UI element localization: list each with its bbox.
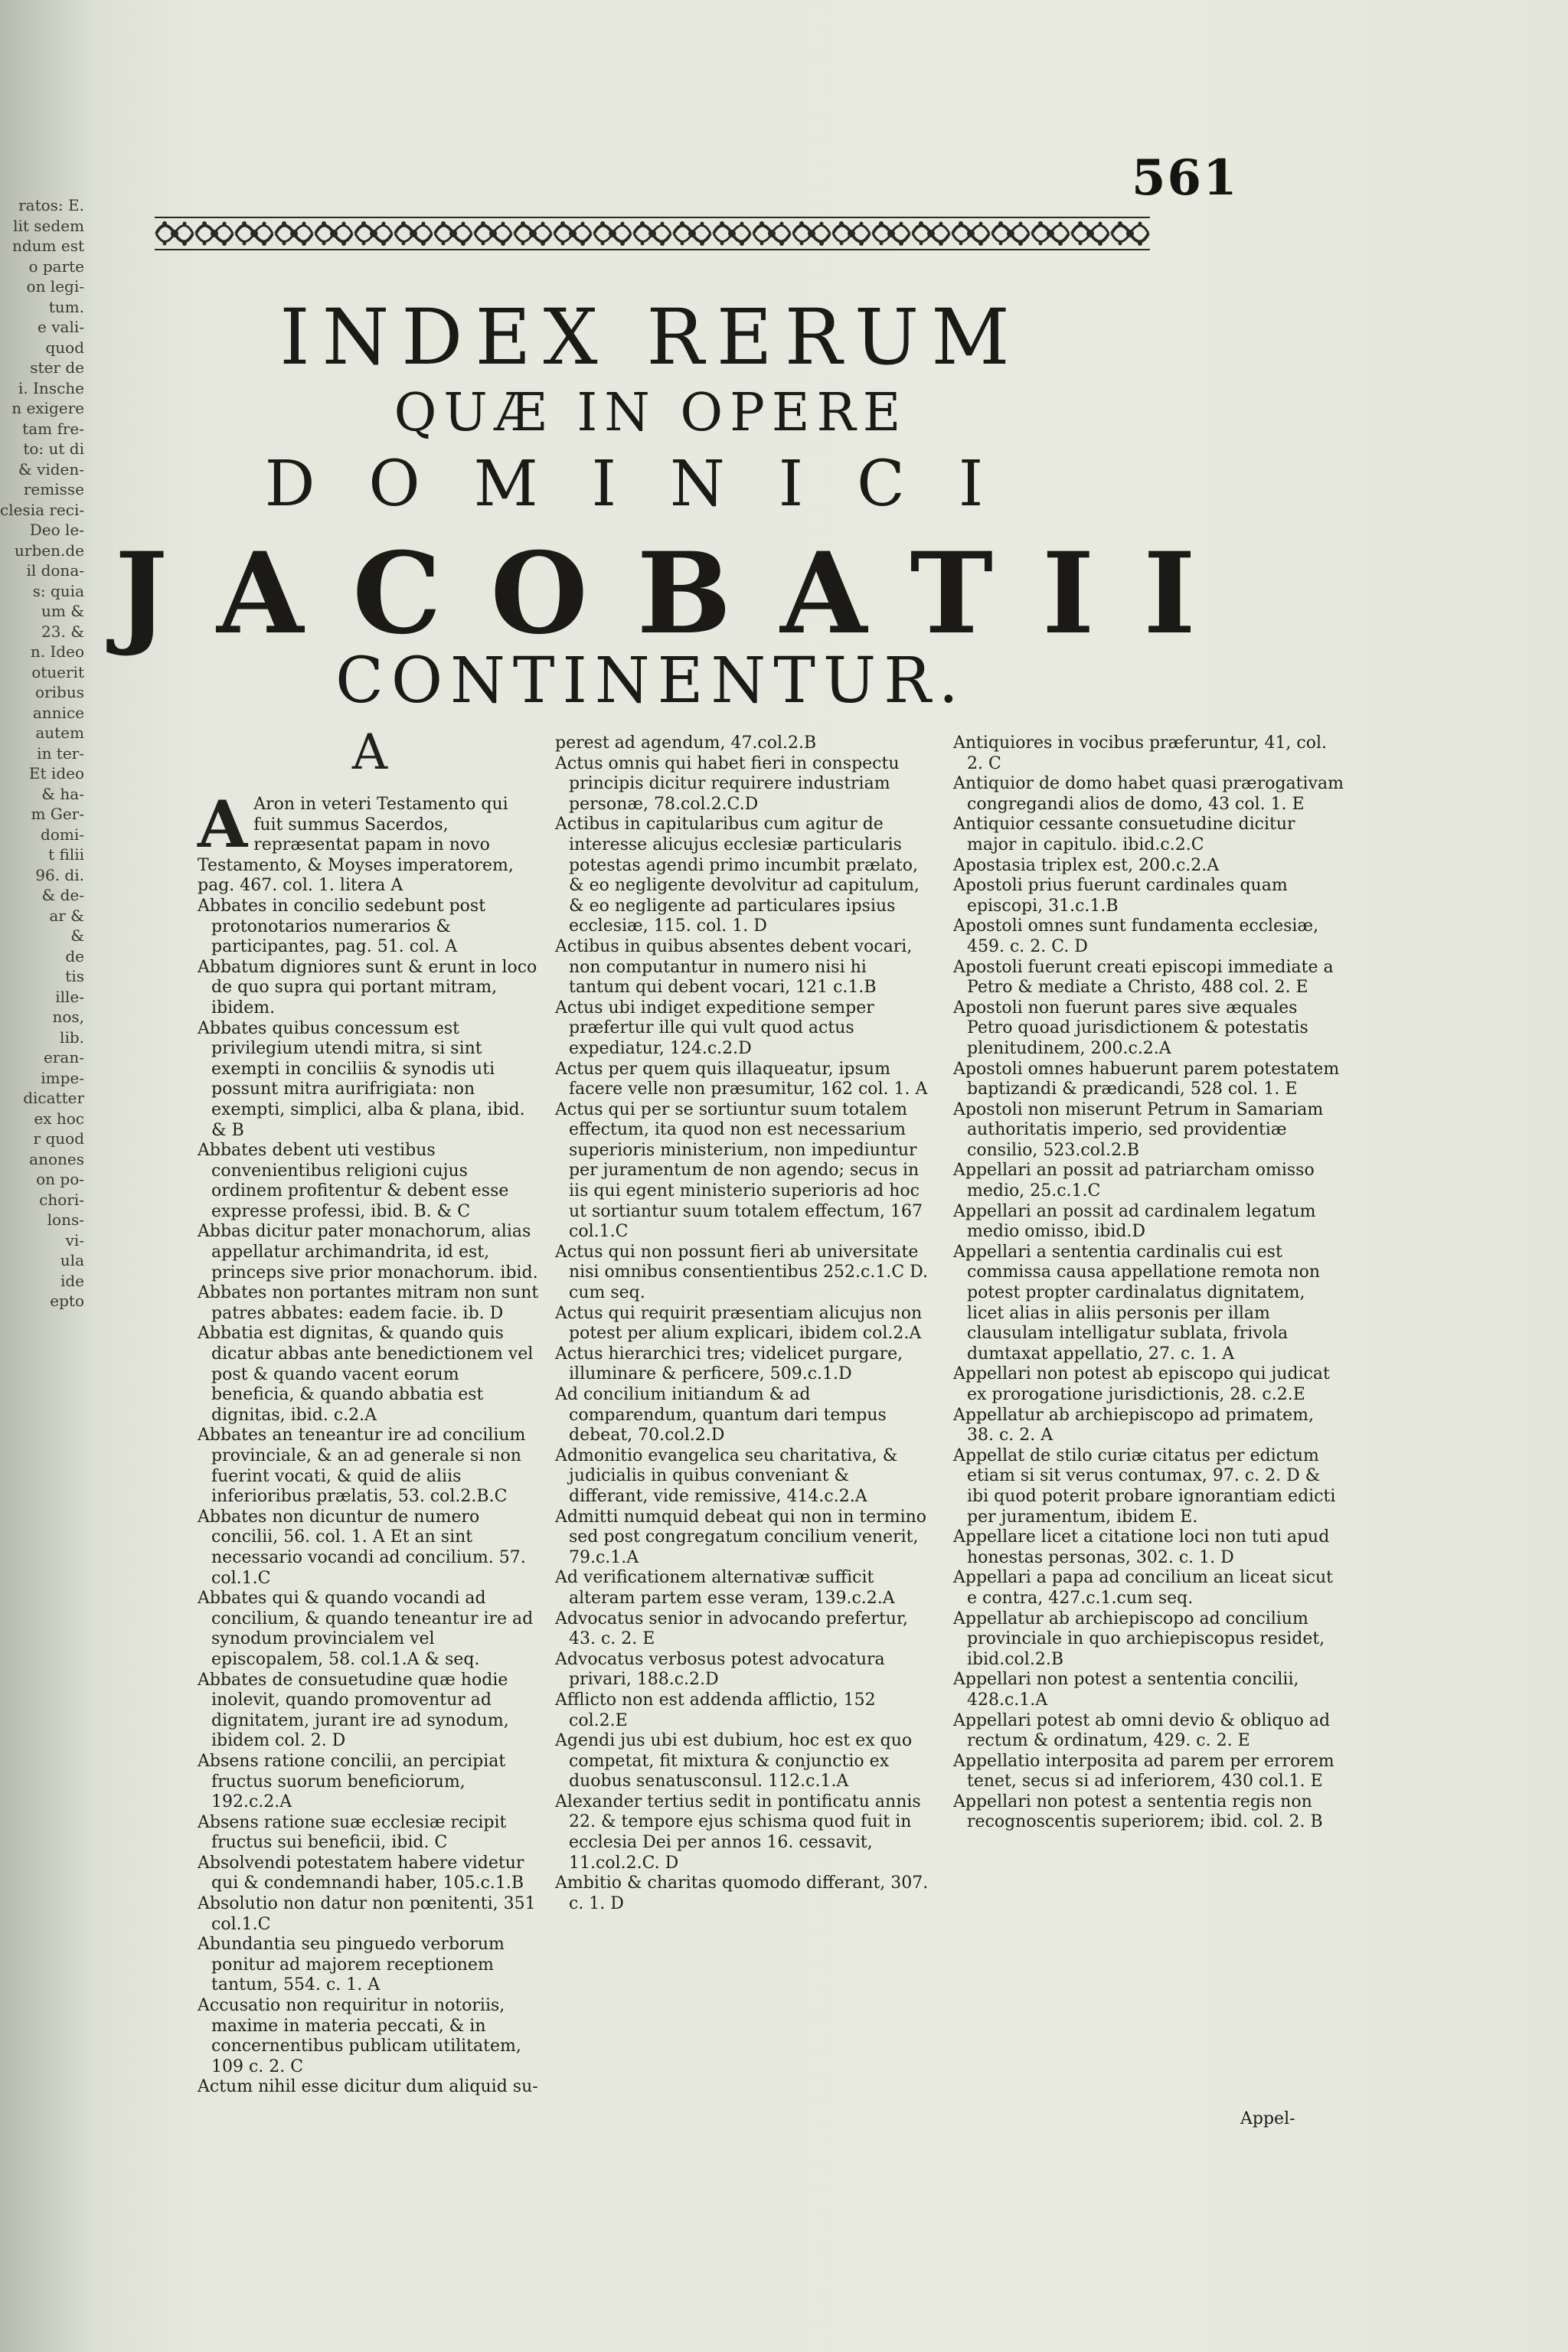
index-entry bbox=[953, 1243, 1344, 1365]
facing-page-line: quod bbox=[45, 338, 84, 357]
index-entry-text: Abbates non dicuntur de numero concilii, 56. col. 1. A Et an sint necessario vocandi ad concilium. 57. col.1.C bbox=[198, 1507, 526, 1588]
index-entry-text: Accusatio non requiritur in notoriis, maxime in materia peccati, & in concernentibus publicam utilitatem, 109 c. 2. C bbox=[198, 1996, 521, 2076]
index-entry bbox=[953, 774, 1344, 815]
index-entry-text: Abbates in concilio sedebunt post protonotarios numerarios & participantes, pag. 51. col. A bbox=[198, 896, 486, 957]
facing-page-text bbox=[0, 195, 84, 1312]
index-entry bbox=[555, 1385, 930, 1446]
facing-page-line: to: ut di bbox=[23, 439, 84, 458]
index-entry bbox=[953, 1100, 1344, 1161]
index-entry-text: Apostoli omnes sunt fundamenta ecclesiæ, 459. c. 2. C. D bbox=[953, 916, 1319, 956]
index-entry bbox=[198, 958, 542, 1019]
facing-page-line: chori- bbox=[39, 1190, 84, 1209]
index-entry-text: Appellari an possit ad cardinalem legatum medio omisso, ibid.D bbox=[953, 1201, 1316, 1242]
index-entry bbox=[198, 1508, 542, 1589]
index-entry bbox=[555, 1650, 930, 1690]
index-entry-text: Actus omnis qui habet fieri in conspectu principis dicitur requirere industriam personæ, 78.col.2.C.D bbox=[555, 753, 900, 814]
title-line-5: CONTINENTUR. bbox=[335, 645, 966, 717]
index-entry-text: Appellari non potest ab episcopo qui judicat ex prorogatione jurisdictionis, 28. c.2.E bbox=[953, 1364, 1330, 1404]
index-entry bbox=[555, 1568, 930, 1609]
index-entry-text: Aron in veteri Testamento qui fuit summus Sacerdos, repræsentat papam in novo Testamento, & Moyses imperatorem, pag. 467. col. 1. litera A bbox=[198, 795, 514, 896]
index-entry bbox=[953, 1406, 1344, 1446]
index-entry-text: Advocatus senior in advocando prefertur, 43. c. 2. E bbox=[555, 1609, 909, 1649]
index-entry bbox=[198, 1813, 542, 1854]
title-line-3: DOMINICI bbox=[264, 448, 1037, 521]
facing-page-line: lit sedem bbox=[13, 216, 84, 235]
index-entry-text: Advocatus verbosus potest advocatura privari, 188.c.2.D bbox=[555, 1649, 885, 1690]
index-entry bbox=[555, 937, 930, 998]
index-entry-text: Admitti numquid debeat qui non in termino sed post congregatum concilium venerit, 79.c.1.A bbox=[555, 1507, 927, 1567]
index-entry-text: Actus per quem quis illaqueatur, ipsum facere velle non præsumitur, 162 col. 1. A bbox=[555, 1059, 928, 1099]
facing-page-line: annice bbox=[32, 703, 84, 722]
index-entry bbox=[953, 1161, 1344, 1201]
facing-page-line: 96. di. bbox=[35, 865, 84, 884]
facing-page-line: on legi- bbox=[26, 277, 84, 296]
index-column-1 bbox=[198, 712, 542, 2098]
index-entry-text: Appellare licet a citatione loci non tuti apud honestas personas, 302. c. 1. D bbox=[953, 1527, 1330, 1567]
index-entry bbox=[198, 897, 542, 958]
facing-page-line: il dona- bbox=[26, 561, 84, 580]
facing-page-line: ide bbox=[60, 1271, 84, 1290]
index-entry-text: Actus ubi indiget expeditione semper præfertur ille qui vult quod actus expediatur, 124.c.2.D bbox=[555, 998, 874, 1058]
index-entry bbox=[555, 1243, 930, 1304]
index-entry bbox=[198, 1426, 542, 1507]
index-entry bbox=[555, 733, 930, 754]
facing-page-line: r quod bbox=[33, 1129, 84, 1148]
title-line-2: QUÆ IN OPERE bbox=[394, 383, 908, 443]
index-entry-text: Agendi jus ubi est dubium, hoc est ex quo competat, fit mixtura & conjunctio ex duobus senatusconsul. 112.c.1.A bbox=[555, 1731, 913, 1792]
facing-page-line: ar & bbox=[49, 906, 84, 925]
facing-page-line: s: quia bbox=[32, 581, 84, 600]
facing-page-line: ula bbox=[60, 1251, 84, 1269]
facing-page-line: nos, bbox=[52, 1008, 84, 1026]
index-entry-text: Actibus in quibus absentes debent vocari, non computantur in numero nisi hi tantum qui debent vocari, 121 c.1.B bbox=[555, 936, 913, 998]
index-entry bbox=[953, 1202, 1344, 1243]
facing-page-line: anones bbox=[29, 1149, 84, 1168]
facing-page-line: um & bbox=[41, 602, 84, 620]
facing-page-line: domi- bbox=[41, 825, 84, 844]
facing-page-line: m Ger- bbox=[31, 805, 84, 823]
index-entry-text: Abbas dicitur pater monachorum, alias appellatur archimandrita, id est, princeps sive prior monachorum. ibid. bbox=[198, 1222, 538, 1282]
index-entry-text: Abbates debent uti vestibus convenientibus religioni cujus ordinem profitentur & debent esse expresse professi, ibid. B. & C bbox=[198, 1141, 509, 1221]
index-entry bbox=[953, 1711, 1344, 1752]
facing-page-line: oribus bbox=[35, 683, 84, 701]
index-entry-text: Ad verificationem alternativæ sufficit alteram partem esse veram, 139.c.2.A bbox=[555, 1568, 895, 1608]
index-entry bbox=[953, 815, 1344, 855]
index-entry bbox=[198, 1996, 542, 2077]
index-entry bbox=[953, 1609, 1344, 1671]
index-entry-text: Abbates quibus concessum est privilegium utendi mitra, si sint exempti in conciliis & synodis uti possunt mitra aurifrigiata: non exempti, simplici, alba & plana, ibid. & B bbox=[198, 1018, 525, 1140]
index-entry-text: Appellari non potest a sententia concilii, 428.c.1.A bbox=[953, 1670, 1299, 1710]
facing-page-line: ex hoc bbox=[34, 1109, 84, 1128]
facing-page-line: eran- bbox=[44, 1048, 84, 1067]
title-line-4: JACOBATII bbox=[115, 528, 1245, 659]
index-entry bbox=[555, 1690, 930, 1731]
index-entry bbox=[555, 1344, 930, 1385]
drop-capital: A bbox=[198, 786, 248, 862]
facing-page-line: & viden- bbox=[18, 459, 84, 479]
index-entry-text: Alexander tertius sedit in pontificatu annis 22. & tempore ejus schisma quod fuit in ecclesia Dei per annos 16. cessavit, 11.col.2.C. D bbox=[555, 1792, 921, 1873]
index-entry-text: Appellari an possit ad patriarcham omisso medio, 25.c.1.C bbox=[953, 1161, 1315, 1201]
index-entry bbox=[555, 1873, 930, 1914]
index-entry-text: Appellari non potest a sententia regis non recognoscentis superiorem; ibid. col. 2. B bbox=[953, 1792, 1323, 1832]
index-entry bbox=[555, 1446, 930, 1508]
facing-page-line: o parte bbox=[28, 256, 84, 276]
facing-page-line: t filii bbox=[48, 845, 84, 864]
index-entry bbox=[555, 1304, 930, 1344]
index-entry bbox=[953, 1792, 1344, 1833]
index-entry-text: Apostoli prius fuerunt cardinales quam episcopi, 31.c.1.B bbox=[953, 876, 1288, 916]
index-entry-text: Actus qui requirit præsentiam alicujus non potest per alium explicari, ibidem col.2.A bbox=[555, 1303, 923, 1344]
facing-page-line: remisse bbox=[23, 480, 84, 498]
catchword: Appel- bbox=[1240, 2109, 1295, 2128]
facing-page-line: autem bbox=[35, 724, 84, 742]
index-entry-text: Appellatur ab archiepiscopo ad concilium provinciale in quo archiepiscopus residet, ibid.col.2.B bbox=[953, 1609, 1325, 1669]
index-entry-text: Actibus in capitularibus cum agitur de interesse alicujus ecclesiæ particularis potestas agendi primo incumbit prælato, & eo negligente devolvitur ad capitulum, & eo negligente ad particulares ipsius ecclesiæ, 115. col. 1. D bbox=[555, 815, 920, 936]
index-entry bbox=[953, 1527, 1344, 1568]
facing-page-line: Et ideo bbox=[28, 764, 84, 782]
facing-page-line: impe- bbox=[41, 1068, 84, 1087]
index-entry-text: Appellatur ab archiepiscopo ad primatem, 38. c. 2. A bbox=[953, 1405, 1314, 1446]
section-letter: A bbox=[351, 724, 388, 781]
index-entry bbox=[198, 1935, 542, 1996]
facing-page-line: epto bbox=[50, 1292, 84, 1310]
facing-page-edge bbox=[0, 0, 92, 2352]
index-entry bbox=[953, 998, 1344, 1060]
index-entry-text: Actum nihil esse dicitur dum aliquid su- bbox=[198, 2077, 538, 2097]
index-column-2 bbox=[555, 733, 930, 1914]
index-entry bbox=[555, 815, 930, 937]
facing-page-line: otuerit bbox=[31, 662, 84, 681]
index-entry bbox=[953, 1568, 1344, 1609]
facing-page-line: n. Ideo bbox=[30, 642, 84, 661]
index-entry-text: Abbates non portantes mitram non sunt patres abbates: eadem facie. ib. D bbox=[198, 1283, 539, 1323]
index-entry bbox=[198, 1324, 542, 1426]
index-entry bbox=[198, 1141, 542, 1222]
facing-page-line: ster de bbox=[30, 358, 84, 377]
index-entry bbox=[555, 1731, 930, 1792]
index-entry-text: Ambitio & charitas quomodo differant, 307. c. 1. D bbox=[555, 1873, 929, 1913]
index-entry bbox=[953, 916, 1344, 957]
index-entry-text: Actus qui non possunt fieri ab universitate nisi omnibus consentientibus 252.c.1.C D. cum seq. bbox=[555, 1242, 929, 1303]
index-entry-text: Absolvendi potestatem habere videtur qui & condemnandi haber, 105.c.1.B bbox=[198, 1853, 524, 1893]
facing-page-line: tam fre- bbox=[22, 419, 84, 438]
index-entry-text: Apostoli omnes habuerunt parem potestatem baptizandi & prædicandi, 528 col. 1. E bbox=[953, 1059, 1340, 1099]
index-entry-text: Admonitio evangelica seu charitativa, & judicialis in quibus conveniant & differant, vide remissive, 414.c.2.A bbox=[555, 1446, 898, 1506]
index-entry-text: Appellari a sententia cardinalis cui est commissa causa appellatione remota non potest propter cardinalatus dignitatem, licet alias in aliis personis per illam clausulam intelligatur sublata, frivola dumtaxat appellatio, 27. c. 1. A bbox=[953, 1242, 1320, 1364]
facing-page-line: & de- bbox=[41, 886, 84, 904]
index-entry-text: Abbates de consuetudine quæ hodie inolevit, quando promoventur ad dignitatem, jurant ire ad synodum, ibidem col. 2. D bbox=[198, 1670, 509, 1751]
index-entry-text: Afflicto non est addenda afflictio, 152 col.2.E bbox=[555, 1690, 876, 1730]
facing-page-line: lib. bbox=[60, 1027, 84, 1047]
facing-page-line: urben.de bbox=[15, 541, 84, 560]
index-entry bbox=[555, 1100, 930, 1243]
index-entry bbox=[953, 1752, 1344, 1792]
index-entry-text: Apostoli non miserunt Petrum in Samariam authoritatis imperio, sed providentiæ consilio, 523.col.2.B bbox=[953, 1099, 1324, 1160]
index-entry bbox=[198, 1589, 542, 1670]
index-entry bbox=[555, 754, 930, 815]
index-entry bbox=[555, 1508, 930, 1569]
facing-page-line: on po- bbox=[36, 1170, 84, 1188]
index-entry-text: Apostoli non fuerunt pares sive æquales Petro quoad jurisdictionem & potestatis plenitudinem, 200.c.2.A bbox=[953, 998, 1308, 1058]
index-entry-text: Abbatia est dignitas, & quando quis dicatur abbas ante benedictionem vel post & quando vacent eorum beneficia, & quando abbatia est dignitas, ibid. c.2.A bbox=[198, 1324, 534, 1425]
page-number: 561 bbox=[1132, 149, 1239, 207]
title-line-1: INDEX RERUM bbox=[279, 292, 1022, 382]
index-entry bbox=[198, 786, 542, 897]
ornament-band bbox=[155, 214, 1150, 253]
index-entry bbox=[198, 1019, 542, 1142]
facing-page-line: dicatter bbox=[23, 1089, 84, 1107]
index-entry bbox=[953, 876, 1344, 916]
index-entry bbox=[198, 1222, 542, 1283]
index-entry bbox=[953, 1060, 1344, 1100]
index-entry-text: Abbates qui & quando vocandi ad concilium, & quando teneantur ire ad synodum provincialem vel episcopalem, 58. col.1.A & seq. bbox=[198, 1589, 534, 1669]
index-entry bbox=[198, 2077, 542, 2098]
index-entry bbox=[555, 1060, 930, 1100]
facing-page-line: ratos: E. bbox=[18, 196, 84, 214]
index-entry-text: Abbates an teneantur ire ad concilium provinciale, & an ad generale si non fuerint vocati, & quid de aliis inferioribus prælatis, 53. col.2.B.C bbox=[198, 1426, 526, 1507]
facing-page-line: i. Insche bbox=[18, 378, 84, 397]
facing-page-line: ndum est bbox=[11, 237, 84, 255]
index-entry bbox=[953, 1364, 1344, 1405]
index-entry-text: Ad concilium initiandum & ad comparendum, quantum dari tempus debeat, 70.col.2.D bbox=[555, 1385, 887, 1446]
index-entry-text: Absolutio non datur non pœnitenti, 351 col.1.C bbox=[198, 1894, 536, 1934]
index-entry-text: Antiquior cessante consuetudine dicitur major in capitulo. ibid.c.2.C bbox=[953, 815, 1295, 854]
facing-page-line: Deo le- bbox=[29, 521, 84, 539]
index-entry bbox=[953, 1446, 1344, 1527]
index-column-3 bbox=[953, 733, 1344, 1833]
index-entry-text: Appellatio interposita ad parem per errorem tenet, secus si ad inferiorem, 430 col.1. E bbox=[953, 1751, 1334, 1792]
index-entry-text: Apostasia triplex est, 200.c.2.A bbox=[953, 855, 1220, 875]
index-entry bbox=[953, 958, 1344, 998]
index-entry bbox=[953, 733, 1344, 774]
index-entry-text: Actus hierarchici tres; videlicet purgare, illuminare & perficere, 509.c.1.D bbox=[555, 1344, 903, 1384]
index-entry bbox=[198, 1671, 542, 1752]
index-entry-text: Abbatum digniores sunt & erunt in loco de quo supra qui portant mitram, ibidem. bbox=[198, 957, 537, 1018]
index-entry-text: Apostoli fuerunt creati episcopi immediate a Petro & mediate a Christo, 488 col. 2. E bbox=[953, 957, 1334, 998]
index-entry bbox=[198, 1854, 542, 1894]
facing-page-line: in ter- bbox=[37, 743, 84, 763]
index-entry-text: Absens ratione concilii, an percipiat fructus suorum beneficiorum, 192.c.2.A bbox=[198, 1751, 506, 1812]
index-entry-text: Abundantia seu pinguedo verborum ponitur ad majorem receptionem tantum, 554. c. 1. A bbox=[198, 1935, 505, 1995]
index-entry-text: Appellari a papa ad concilium an liceat sicut e contra, 427.c.1.cum seq. bbox=[953, 1568, 1333, 1608]
index-entry-text: Antiquiores in vocibus præferuntur, 41, col. 2. C bbox=[953, 733, 1328, 773]
index-entry bbox=[953, 856, 1344, 877]
facing-page-line: n exigere bbox=[11, 399, 84, 417]
facing-page-line: lons- bbox=[47, 1210, 84, 1229]
facing-page-line: vi- bbox=[65, 1230, 84, 1250]
index-entry bbox=[555, 1792, 930, 1873]
index-entry bbox=[953, 1670, 1344, 1710]
index-entry-text: Antiquior de domo habet quasi prærogativam congregandi alios de domo, 43 col. 1. E bbox=[953, 774, 1344, 814]
facing-page-line: 23. & bbox=[41, 622, 84, 641]
index-entry-text: Appellat de stilo curiæ citatus per edictum etiam si sit verus contumax, 97. c. 2. D & ibi quod poterit probare ignorantiam edicti per juramentum, ibidem E. bbox=[953, 1446, 1336, 1527]
index-entry bbox=[198, 1752, 542, 1813]
index-entry-text: Absens ratione suæ ecclesiæ recipit fructus sui beneficii, ibid. C bbox=[198, 1812, 507, 1853]
facing-page-line: clesia reci- bbox=[0, 500, 84, 519]
facing-page-line: & bbox=[70, 926, 84, 945]
facing-page-line: & ha- bbox=[41, 784, 84, 803]
facing-page-line: de bbox=[65, 946, 84, 965]
facing-page-line: tum. bbox=[48, 297, 84, 316]
index-entry-text: Actus qui per se sortiuntur suum totalem effectum, ita quod non est necessarium superioris ministerium, non impediuntur per juramentum de non agendo; secus in iis qui egent ministerio superioris ad hoc ut sortiantur suum totalem effectum, 167 col.1.C bbox=[555, 1099, 923, 1242]
facing-page-line: tis bbox=[65, 967, 84, 985]
facing-page-line: e vali- bbox=[38, 318, 84, 336]
index-entry bbox=[198, 1894, 542, 1935]
index-entry bbox=[555, 998, 930, 1060]
index-entry-text: perest ad agendum, 47.col.2.B bbox=[555, 733, 817, 753]
index-entry-text: Appellari potest ab omni devio & obliquo ad rectum & ordinatum, 429. c. 2. E bbox=[953, 1710, 1331, 1751]
index-entry bbox=[555, 1609, 930, 1650]
facing-page-line: ille- bbox=[55, 987, 84, 1006]
index-entry bbox=[198, 1283, 542, 1324]
